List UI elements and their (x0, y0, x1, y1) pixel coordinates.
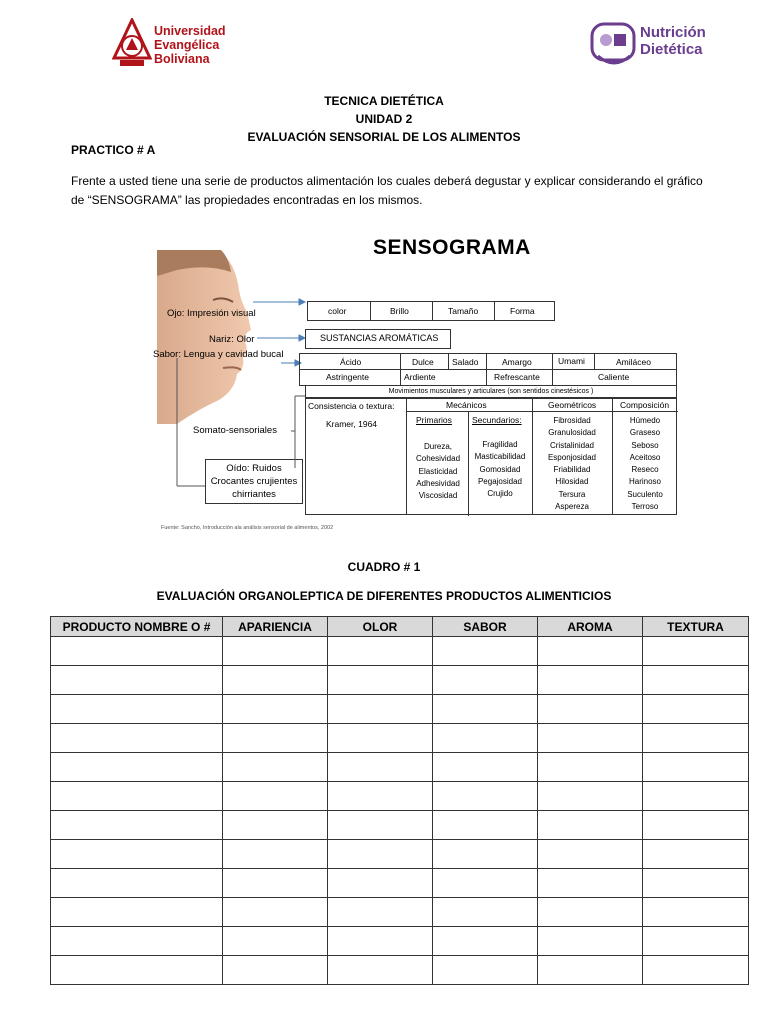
answer-cell[interactable] (433, 811, 538, 840)
table-row (51, 869, 749, 898)
answer-cell[interactable] (538, 724, 643, 753)
answer-cell[interactable] (538, 666, 643, 695)
answer-cell[interactable] (538, 811, 643, 840)
answer-cell[interactable] (643, 724, 749, 753)
header-aroma: AROMA (538, 617, 643, 637)
sabor-label: Sabor: Lengua y cavidad bucal (153, 349, 284, 360)
header-producto: PRODUCTO NOMBRE O # (51, 617, 223, 637)
program-name: Nutrición Dietética (640, 24, 706, 58)
answer-cell[interactable] (433, 753, 538, 782)
nariz-label: Nariz: Olor (209, 334, 255, 345)
ojo-label: Ojo: Impresión visual (167, 308, 256, 319)
sabor-amilaceo: Amiláceo (616, 357, 651, 367)
answer-cell[interactable] (51, 724, 223, 753)
answer-cell[interactable] (51, 666, 223, 695)
answer-cell[interactable] (51, 695, 223, 724)
answer-cell[interactable] (223, 898, 328, 927)
answer-cell[interactable] (538, 753, 643, 782)
vista-color: color (328, 306, 347, 316)
answer-cell[interactable] (433, 898, 538, 927)
answer-cell[interactable] (643, 898, 749, 927)
table-row (51, 898, 749, 927)
answer-cell[interactable] (223, 695, 328, 724)
answer-cell[interactable] (51, 637, 223, 666)
table-row (51, 927, 749, 956)
answer-cell[interactable] (538, 927, 643, 956)
composicion-head: Composición (620, 400, 670, 410)
sabor-umami: Umami (558, 356, 585, 366)
olor-box: SUSTANCIAS AROMÁTICAS (305, 329, 451, 349)
secundarios-list: Fragilidad Masticabilidad Gomosidad Pegajosidad Crujido (474, 440, 526, 499)
answer-cell[interactable] (433, 695, 538, 724)
vista-row (307, 301, 555, 321)
nutrition-emblem-icon (588, 20, 640, 72)
movimientos-row: Movimientos musculares y articulares (son sentidos cinestésicos ) (305, 386, 677, 398)
table-row (51, 666, 749, 695)
answer-cell[interactable] (328, 898, 433, 927)
university-logo (112, 18, 232, 72)
answer-cell[interactable] (51, 898, 223, 927)
table-row (51, 695, 749, 724)
answer-cell[interactable] (433, 666, 538, 695)
oido-label-box: Oído: Ruidos Crocantes crujientes chirriantes (205, 459, 303, 504)
answer-cell[interactable] (328, 811, 433, 840)
sabor-refrescante: Refrescante (494, 372, 540, 382)
answer-cell[interactable] (538, 840, 643, 869)
mecanicos-head: Mecánicos (446, 400, 487, 410)
sabor-salado: Salado (452, 357, 479, 367)
answer-cell[interactable] (433, 724, 538, 753)
geometricos-head: Geométricos (548, 400, 597, 410)
answer-cell[interactable] (643, 753, 749, 782)
answer-cell[interactable] (51, 811, 223, 840)
answer-cell[interactable] (643, 927, 749, 956)
primarios-head: Primarios (416, 415, 452, 425)
answer-cell[interactable] (223, 811, 328, 840)
answer-cell[interactable] (223, 840, 328, 869)
answer-cell[interactable] (51, 927, 223, 956)
answer-cell[interactable] (223, 927, 328, 956)
geometricos-list: Fibrosidad Granulosidad Cristalinidad Esponjosidad Friabilidad Hilosidad Tersura Aspereza (547, 416, 597, 512)
table-row (51, 724, 749, 753)
answer-cell[interactable] (433, 840, 538, 869)
university-crest-icon (112, 18, 152, 72)
answer-cell[interactable] (223, 782, 328, 811)
cuadro-subtitle: EVALUACIÓN ORGANOLEPTICA DE DIFERENTES PRODUCTOS ALIMENTICIOS (156, 589, 612, 603)
university-name: Universidad Evangélica Boliviana (154, 24, 226, 66)
answer-cell[interactable] (643, 782, 749, 811)
header-sabor: SABOR (433, 617, 538, 637)
somato-label: Somato-sensoriales (193, 425, 277, 436)
vista-tamano: Tamaño (448, 306, 479, 316)
unit-title: UNIDAD 2 (355, 112, 413, 126)
sabor-dulce: Dulce (412, 357, 434, 367)
answer-cell[interactable] (643, 869, 749, 898)
answer-cell[interactable] (433, 637, 538, 666)
sabores-row-2 (299, 370, 677, 386)
answer-cell[interactable] (51, 753, 223, 782)
answer-cell[interactable] (538, 637, 643, 666)
answer-cell[interactable] (223, 753, 328, 782)
vista-forma: Forma (510, 306, 535, 316)
document-titles (0, 92, 768, 146)
answer-cell[interactable] (328, 927, 433, 956)
answer-cell[interactable] (643, 695, 749, 724)
answer-cell[interactable] (643, 637, 749, 666)
sensograma-figure (153, 228, 683, 538)
answer-cell[interactable] (51, 956, 223, 985)
sabor-caliente: Caliente (598, 372, 630, 382)
answer-cell[interactable] (433, 927, 538, 956)
answer-cell[interactable] (51, 869, 223, 898)
table-row (51, 753, 749, 782)
answer-cell[interactable] (538, 869, 643, 898)
textura-head: Consistencia o textura: (308, 401, 395, 411)
table-row (51, 840, 749, 869)
answer-cell[interactable] (433, 869, 538, 898)
answer-cell[interactable] (223, 956, 328, 985)
table-header-row (51, 617, 749, 637)
kramer-ref: Kramer, 1964 (326, 419, 378, 429)
answer-cell[interactable] (51, 782, 223, 811)
intro-paragraph: Frente a usted tiene una serie de productos alimentación los cuales deberá degustar y explicar considerando el gráfico de “SENSOGRAMA” las propiedades encontradas en los mismos. (71, 174, 703, 207)
answer-cell[interactable] (51, 840, 223, 869)
answer-cell[interactable] (328, 869, 433, 898)
table-row (51, 811, 749, 840)
table-row (51, 782, 749, 811)
answer-cell[interactable] (223, 637, 328, 666)
nutrition-logo (588, 20, 708, 72)
evaluation-table (50, 616, 749, 985)
sabor-amargo: Amargo (502, 357, 532, 367)
primarios-list: Dureza, Cohesividad Elasticidad Adhesividad Viscosidad (415, 442, 461, 501)
answer-cell[interactable] (328, 695, 433, 724)
answer-cell[interactable] (538, 695, 643, 724)
answer-cell[interactable] (433, 782, 538, 811)
vista-brillo: Brillo (390, 306, 409, 316)
answer-cell[interactable] (223, 869, 328, 898)
answer-cell[interactable] (643, 666, 749, 695)
cuadro-title: CUADRO # 1 (347, 560, 421, 574)
answer-cell[interactable] (643, 811, 749, 840)
sabores-row-1 (299, 353, 677, 370)
header-apariencia: APARIENCIA (223, 617, 328, 637)
course-title: TECNICA DIETÉTICA (324, 94, 444, 108)
answer-cell[interactable] (328, 840, 433, 869)
answer-cell[interactable] (643, 956, 749, 985)
answer-cell[interactable] (328, 666, 433, 695)
answer-cell[interactable] (538, 782, 643, 811)
table-row (51, 956, 749, 985)
answer-cell[interactable] (223, 666, 328, 695)
header-textura: TEXTURA (643, 617, 749, 637)
answer-cell[interactable] (328, 637, 433, 666)
textura-block (305, 398, 677, 515)
answer-cell[interactable] (538, 956, 643, 985)
answer-cell[interactable] (328, 724, 433, 753)
answer-cell[interactable] (328, 782, 433, 811)
sabor-astringente: Astringente (326, 372, 369, 382)
sabor-ardiente: Ardiente (404, 372, 436, 382)
answer-cell[interactable] (433, 956, 538, 985)
secundarios-head: Secundarios: (472, 415, 522, 425)
answer-cell[interactable] (328, 956, 433, 985)
sensograma-title: SENSOGRAMA (373, 236, 531, 259)
sabor-acido: Ácido (340, 357, 362, 367)
table-row (51, 637, 749, 666)
answer-cell[interactable] (223, 724, 328, 753)
answer-cell[interactable] (643, 840, 749, 869)
composicion-list: Húmedo Graseso Seboso Aceitoso Reseco Harinoso Suculento Terroso (627, 416, 663, 512)
practico-heading: PRACTICO # A (71, 143, 156, 157)
figure-source: Fuente: Sancho, Introducción ala análisis sensorial de alimentos, 2002 (161, 525, 334, 531)
answer-cell[interactable] (538, 898, 643, 927)
header-olor: OLOR (328, 617, 433, 637)
answer-cell[interactable] (328, 753, 433, 782)
topic-title: EVALUACIÓN SENSORIAL DE LOS ALIMENTOS (247, 130, 521, 144)
